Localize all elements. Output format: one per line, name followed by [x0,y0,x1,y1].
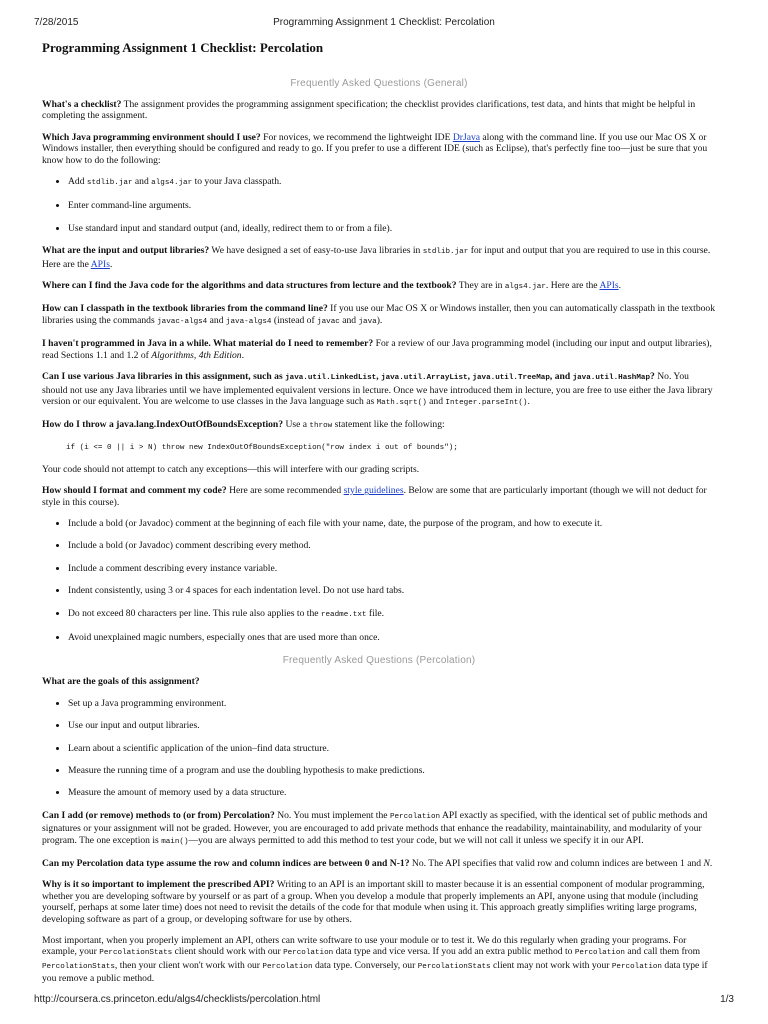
list-item [68,608,716,621]
text: ? [650,371,655,383]
text: Add [68,176,87,188]
answer: They are in [456,280,505,292]
text: Can I use various Java libraries in this assignment, such as [42,371,286,383]
section-heading-percolation: Frequently Asked Questions (Percolation) [282,655,476,667]
list-item: • Measure the running time of a program and use the doubling hypothesis to make predictions. [68,765,716,776]
text: file. [366,607,385,619]
answer: and [426,395,446,407]
text: and [132,176,152,188]
list-item [68,176,716,189]
print-footer [34,994,734,1008]
answer: . [109,258,113,270]
text: , [467,371,473,383]
faq-java-code [42,280,716,293]
code: main() [161,837,189,846]
list-item: • Learn about a scientific application of the union–find data structure. [68,743,716,754]
question: What are the input and output libraries? [42,245,210,257]
code: javac-algs4 [157,317,208,326]
question: How should I format and comment my code? [42,485,227,497]
drjava-link[interactable]: DrJava [452,131,481,143]
code: PercolationStats [99,949,173,958]
code: Percolation [283,949,334,958]
section-heading-general: Frequently Asked Questions (General) [290,78,468,89]
list-item: • Include a bold (or Javadoc) comment at the beginning of each file with your name, date, the purpose of the program, and how to execute it. [68,518,716,529]
print-title: Programming Assignment 1 Checklist: Percolation [273,17,495,28]
answer: ). [376,314,383,326]
code: Percolation [389,812,441,821]
question: Can I add (or remove) methods to (or from) Percolation? [42,809,275,821]
text: data type if you remove a public method. [42,959,708,985]
question: How can I classpath in the textbook libraries from the command line? [42,303,328,315]
answer: Here are some recommended [226,485,344,497]
book-title: Algorithms, 4th Edition [151,349,242,361]
faq-goals [42,676,716,687]
code: javac [317,317,340,326]
code: PercolationStats [42,962,115,971]
algs4-apis-link[interactable]: APIs [599,280,619,292]
code: throw [309,422,333,431]
question: Where can I find the Java code for the algorithms and data structures from lecture and the textbook? [42,280,457,292]
answer: statement like the following: [332,419,445,431]
page-title: Programming Assignment 1 Checklist: Percolation [42,40,324,55]
faq-add-methods [42,810,716,848]
answer: If you use our Mac OS X or Windows installer, then you can automatically classpath in the textbook libraries using the commands [42,303,716,326]
code: algs4.jar [151,179,193,188]
code: Percolation [262,962,313,971]
answer: API exactly as specified, with the identical set of public methods and signatures or your assignment will not be graded. However, you are encouraged to add private methods that enhance the readability, maintainability, and modularity of your program. The one exception is [42,809,708,846]
answer: No. The API specifies that valid row and column indices are between 1 and [409,858,704,870]
faq-checklist [42,99,716,122]
code: java-algs4 [225,317,272,326]
answer: and [339,314,359,326]
answer: . [527,395,530,407]
code: java.util.LinkedList [285,374,377,383]
text: data type. Conversely, our [312,959,418,971]
question: I haven't programmed in Java in a while. What material do I need to remember? [42,338,374,350]
question: Can my Percolation data type assume the row and column indices are between 0 and N-1? [42,858,410,870]
question: How do I throw a java.lang.IndexOutOfBoundsException? [42,419,284,431]
code: stdlib.jar [422,248,469,257]
answer: No. You must implement the [274,809,390,821]
document-body [42,38,716,995]
answer: and [207,314,226,326]
answer: —you are always permitted to add this method to test your code, but we will not call it unless we specify it in our API. [188,834,644,846]
code: algs4.jar [504,283,546,292]
list-item: • Enter command-line arguments. [68,200,716,211]
list-item: • Measure the amount of memory used by a data structure. [68,787,716,798]
answer: Use a [283,419,310,431]
text: and call them from [624,946,701,958]
answer: . [618,280,622,292]
code: readme.txt [320,610,367,619]
faq-prescribed-api [42,879,716,925]
question: Why is it so important to implement the prescribed API? [42,879,275,891]
text: , then your client won't work with our [114,959,263,971]
text: Do not exceed 80 characters per line. This rule also applies to the [68,607,321,619]
text: client should work with our [172,946,284,958]
goals-list [42,698,716,799]
faq-classpath [42,303,716,328]
question: Which Java programming environment should I use? [42,131,261,143]
paragraph: Your code should not attempt to catch any exceptions—this will interfere with our grading scripts. [42,463,420,475]
code: Math.sqrt() [376,398,427,407]
faq-io-libraries [42,245,716,270]
code-sample: if (i <= 0 || i > N) throw new IndexOutOfBoundsException("row index i out of bounds"); [66,443,458,452]
page-number: 1/3 [720,994,734,1005]
code: Integer.parseInt() [445,398,528,407]
text: client may not work with your [490,959,612,971]
answer: for input and output that you are required to use in this course. Here are the [42,245,711,270]
print-url: http://coursera.cs.princeton.edu/algs4/checklists/percolation.html [34,994,321,1005]
faq-java-libraries [42,371,716,409]
answer: For novices, we recommend the lightweight IDE [260,131,453,143]
code: stdlib.jar [86,179,133,188]
faq-indices [42,858,716,869]
answer: No. You should not use any Java libraries until we have implemented equivalent versions in lecture. Once we have introduced them in lecture, you are free to use either the Java library version or our equivalent. You are welcome to use classes in the Java language such as [42,371,713,407]
list-item: • Indent consistently, using 3 or 4 spaces for each indentation level. Do not use hard tabs. [68,585,716,596]
code: Percolation [611,962,662,971]
code: java.util.TreeMap [472,374,550,383]
answer: . Below are some that are particularly important (though we will not deduct for style in this course). [42,485,707,508]
variable: N [703,858,710,870]
list-item: • Set up a Java programming environment. [68,698,716,709]
answer: We have designed a set of easy-to-use Java libraries in [209,245,423,257]
list-item: • Include a comment describing every instance variable. [68,563,716,574]
environment-list [42,176,716,234]
code: java.util.HashMap [572,374,651,383]
question: What's a checklist? [42,99,122,110]
text: , and [549,371,573,383]
question [42,371,655,382]
list-item: • Use standard input and standard output (and, ideally, redirect them to or from a file). [68,223,716,234]
list-item: • Use our input and output libraries. [68,720,716,731]
faq-throw-exception [42,419,716,432]
answer: Writing to an API is an important skill to master because it is an essential component of modular programming, whether you are developing software by yourself or as part of a group. When you develop a module that properly implements an API, anyone using that module (including yourself, perhaps at some later time) does not need to revisit the details of the code for that module when using it. This approach greatly simplifies writing large programs, developing software as part of a group, or developing software for use by others. [42,879,705,925]
code: java [358,317,377,326]
stdlib-apis-link[interactable]: APIs [90,258,110,270]
paragraph-most-important [42,935,716,985]
text: data type and vice versa. If you add an extra public method to [333,946,575,958]
code: PercolationStats [417,962,491,971]
faq-format-code [42,485,716,508]
code: java.util.ArrayList [381,374,468,383]
print-date: 7/28/2015 [34,17,79,28]
style-list [42,518,716,643]
text: , [376,371,382,383]
text: Most important, when you properly implement an API, others can write software to use your module or to test it. We do this regularly when grading your programs. For example, your [42,935,687,958]
list-item: • Include a bold (or Javadoc) comment describing every method. [68,540,716,551]
style-guidelines-link[interactable]: style guidelines [343,485,404,497]
text: to your Java classpath. [192,176,282,188]
answer: . [709,858,713,870]
answer: along with the command line. If you use our Mac OS X or Windows installer, then everything should be configured and ready to go. If you prefer to use a different IDE (such as Eclipse), that's perfectly fine too—just be sure that you know how to do the following: [42,131,708,166]
question: What are the goals of this assignment? [42,676,200,688]
code: Percolation [574,949,625,958]
faq-java-environment [42,132,716,166]
answer: The assignment provides the programming assignment specification; the checklist provides clarifications, test data, and hints that might be helpful in completing the assignment. [42,99,696,122]
answer: For a review of our Java programming model (including our input and output libraries), read Sections 1.1 and 1.2 of [42,338,712,361]
answer: . [241,349,245,361]
faq-review-material [42,338,716,361]
print-header [34,17,734,31]
answer: . Here are the [545,280,600,292]
list-item: • Avoid unexplained magic numbers, especially ones that are used more than once. [68,632,716,643]
answer: (instead of [271,314,318,326]
